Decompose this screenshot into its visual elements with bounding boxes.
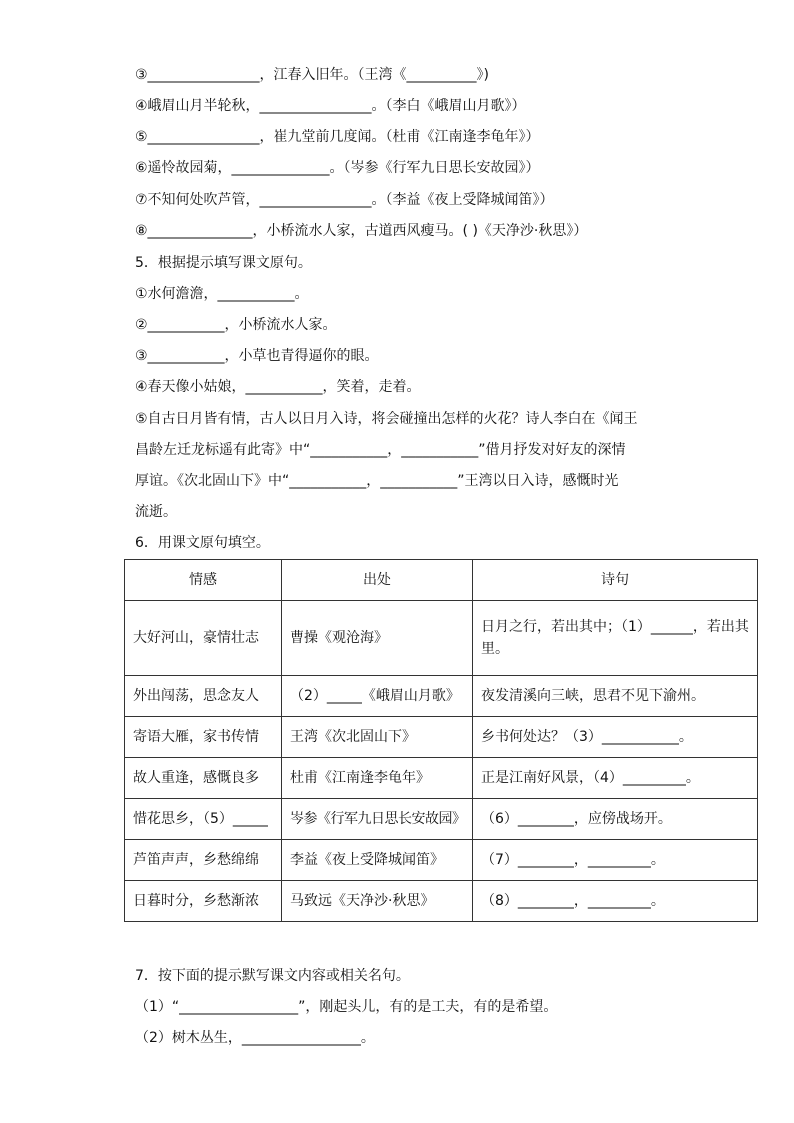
table-row bbox=[125, 799, 758, 840]
cell-source: 王湾《次北固山下》 bbox=[282, 717, 473, 758]
cell-emotion: 寄语大雁，家书传情 bbox=[125, 717, 282, 758]
cell-emotion: 故人重逢，感慨良多 bbox=[125, 758, 282, 799]
q4-item-5: ⑤________________，崔九堂前几度闻。（杜甫《江南逢李龟年》） bbox=[135, 129, 540, 145]
q7-item-2: （2）树木丛生，_________________。 bbox=[135, 1030, 375, 1046]
q5-item-4: ④春天像小姑娘，___________，笑着，走着。 bbox=[135, 379, 421, 395]
q5-item-5-line3: 厚谊。《次北固山下》中“___________，___________”王湾以日入诗，感慨时光 bbox=[135, 473, 619, 489]
q5-item-5-line2: 昌龄左迁龙标遥有此寄》中“___________，___________”借月抒发对好友的深情 bbox=[135, 442, 626, 458]
q4-item-8: ⑧_______________，小桥流水人家，古道西风瘦马。( )《天净沙·秋思》） bbox=[135, 223, 588, 239]
cell-verse: （8）________，_________。 bbox=[473, 881, 758, 922]
cell-verse: 日月之行，若出其中；（1）______，若出其里。 bbox=[473, 601, 758, 676]
table-row bbox=[125, 601, 758, 676]
cell-source: 杜甫《江南逢李龟年》 bbox=[282, 758, 473, 799]
table-row bbox=[125, 881, 758, 922]
q4-item-3: ③________________，江春入旧年。（王湾《__________》) bbox=[135, 67, 490, 83]
cell-verse: （6）________，应傍战场开。 bbox=[473, 799, 758, 840]
q5-item-5-line4: 流逝。 bbox=[135, 504, 177, 520]
q6-title: 6．用课文原句填空。 bbox=[135, 535, 270, 551]
cell-source: （2）_____《峨眉山月歌》 bbox=[282, 676, 473, 717]
cell-source: 曹操《观沧海》 bbox=[282, 601, 473, 676]
cell-verse: 正是江南好风景，（4）_________。 bbox=[473, 758, 758, 799]
q5-item-1: ①水何澹澹，___________。 bbox=[135, 286, 309, 302]
cell-source: 岑参《行军九日思长安故园》 bbox=[282, 799, 473, 840]
table-row bbox=[125, 717, 758, 758]
cell-emotion: 芦笛声声，乡愁绵绵 bbox=[125, 840, 282, 881]
q5-item-5-line1: ⑤自古日月皆有情，古人以日月入诗，将会碰撞出怎样的火花？诗人李白在《闻王 bbox=[135, 411, 638, 427]
header-source: 出处 bbox=[282, 560, 473, 601]
cell-emotion: 大好河山，豪情壮志 bbox=[125, 601, 282, 676]
q5-item-2: ②___________，小桥流水人家。 bbox=[135, 317, 337, 333]
q5-item-3: ③___________，小草也青得逼你的眼。 bbox=[135, 348, 379, 364]
cell-emotion: 惜花思乡，（5）_____ bbox=[125, 799, 282, 840]
cell-emotion: 日暮时分，乡愁渐浓 bbox=[125, 881, 282, 922]
cell-source: 李益《夜上受降城闻笛》 bbox=[282, 840, 473, 881]
table-row bbox=[125, 676, 758, 717]
cell-emotion: 外出闯荡，思念友人 bbox=[125, 676, 282, 717]
cell-verse: 乡书何处达？（3）___________。 bbox=[473, 717, 758, 758]
table-header-row bbox=[125, 560, 758, 601]
cell-verse: （7）________，_________。 bbox=[473, 840, 758, 881]
q7-item-1: （1）“_________________”，刚起头儿，有的是工夫，有的是希望。 bbox=[135, 999, 558, 1015]
q4-item-4: ④峨眉山月半轮秋，________________。（李白《峨眉山月歌》） bbox=[135, 98, 526, 114]
q6-table bbox=[124, 559, 758, 922]
q4-item-6: ⑥遥怜故园菊，______________。（岑参《行军九日思长安故园》） bbox=[135, 160, 540, 176]
header-emotion: 情感 bbox=[125, 560, 282, 601]
table-row bbox=[125, 758, 758, 799]
cell-verse: 夜发清溪向三峡，思君不见下渝州。 bbox=[473, 676, 758, 717]
cell-source: 马致远《天净沙·秋思》 bbox=[282, 881, 473, 922]
table-row bbox=[125, 840, 758, 881]
q7-title: 7．按下面的提示默写课文内容或相关名句。 bbox=[135, 968, 410, 984]
q4-item-7: ⑦不知何处吹芦管，________________。（李益《夜上受降城闻笛》） bbox=[135, 192, 554, 208]
header-verse: 诗句 bbox=[473, 560, 758, 601]
q5-title: 5．根据提示填写课文原句。 bbox=[135, 255, 312, 271]
